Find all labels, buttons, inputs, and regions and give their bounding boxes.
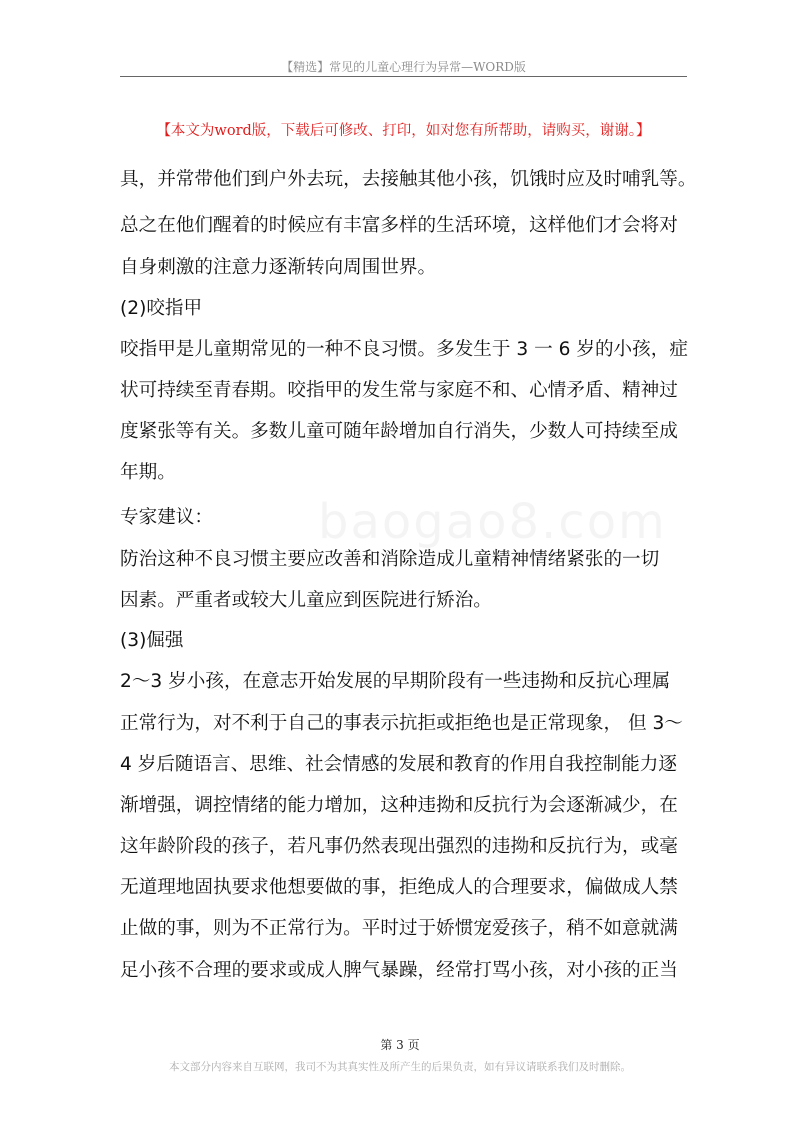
body-line: 具，并常带他们到户外去玩，去接触其他小孩，饥饿时应及时哺乳等。	[120, 169, 697, 190]
body-line: 渐增强，调控情绪的能力增加，这种违拗和反抗行为会逐渐减少，在	[120, 795, 678, 816]
body-line: 年期。	[120, 462, 176, 483]
section-heading: (3)倔强	[120, 630, 184, 651]
body-line: 这年龄阶段的孩子，若凡事仍然表现出强烈的违拗和反抗行为，或毫	[120, 836, 678, 857]
header-divider	[120, 76, 687, 77]
body-line: 防治这种不良习惯主要应改善和消除造成儿童精神情绪紧张的一切	[120, 549, 660, 570]
body-line: 状可持续至青春期。咬指甲的发生常与家庭不和、心情矛盾、精神过	[120, 380, 678, 401]
body-line: 咬指甲是儿童期常见的一种不良习惯。多发生于 3 一 6 岁的小孩，症	[120, 339, 688, 360]
body-line: 2～3 岁小孩，在意志开始发展的早期阶段有一些违拗和反抗心理属	[120, 671, 671, 692]
section-heading: (2)咬指甲	[120, 298, 203, 319]
body-line: 自身刺激的注意力逐渐转向周围世界。	[120, 257, 437, 278]
download-notice: 【本文为word版，下载后可修改、打印，如对您有所帮助，请购买，谢谢。】	[156, 123, 651, 139]
body-line: 度紧张等有关。多数儿童可随年龄增加自行消失，少数人可持续至成	[120, 421, 678, 442]
footer-disclaimer: 本文部分内容来自互联网，我司不为其真实性及所产生的后果负责，如有异议请联系我们及时删除。	[169, 1061, 631, 1073]
body-line: 正常行为，对不利于自己的事表示抗拒或拒绝也是正常现象， 但 3～	[120, 713, 683, 734]
body-line: 止做的事，则为不正常行为。平时过于娇惯宠爱孩子，稍不如意就满	[120, 918, 678, 939]
page-header: 【精选】常见的儿童心理行为异常—WORD版	[281, 60, 526, 74]
page-number: 第 3 页	[380, 1038, 420, 1052]
body-line: 4 岁后随语言、思维、社会情感的发展和教育的作用自我控制能力逐	[120, 754, 677, 775]
body-line: 足小孩不合理的要求或成人脾气暴躁，经常打骂小孩，对小孩的正当	[120, 960, 678, 981]
body-line: 总之在他们醒着的时候应有丰富多样的生活环境，这样他们才会将对	[120, 215, 678, 236]
section-heading: 专家建议：	[120, 507, 213, 528]
body-line: 无道理地固执要求他想要做的事，拒绝成人的合理要求，偏做成人禁	[120, 877, 678, 898]
body-line: 因素。严重者或较大儿童应到医院进行矫治。	[120, 590, 492, 611]
